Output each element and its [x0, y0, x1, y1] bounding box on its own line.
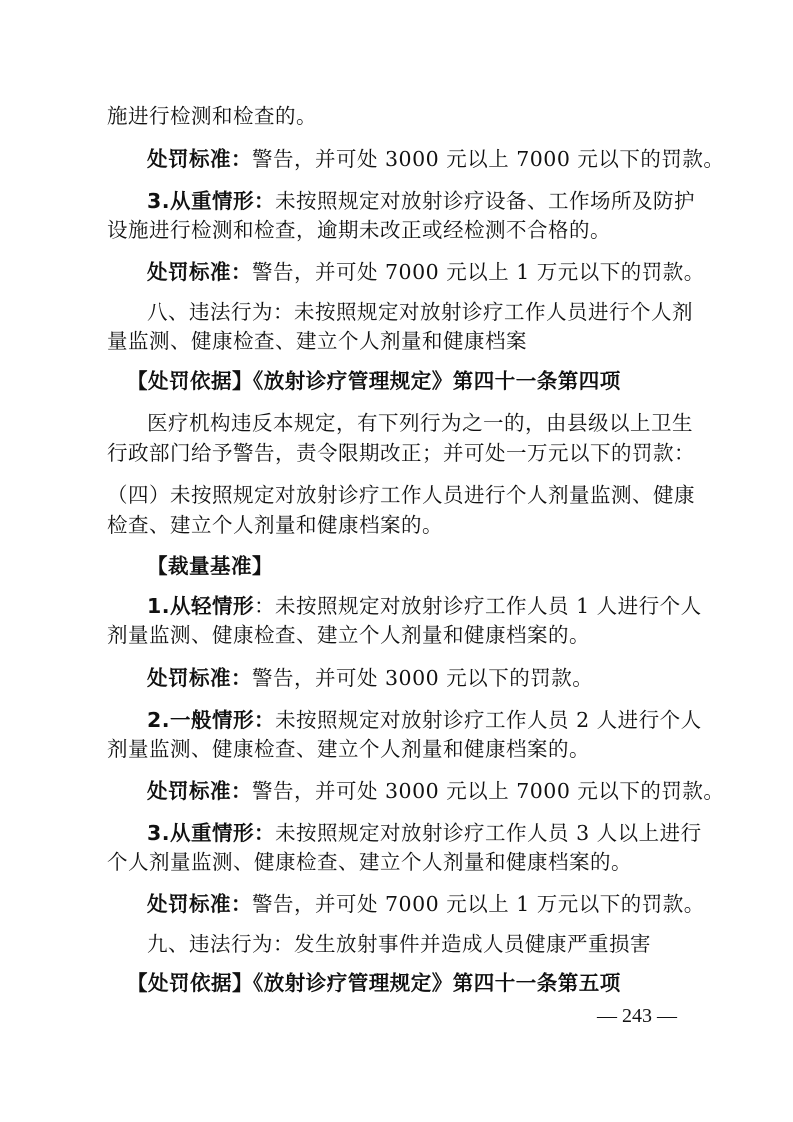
discretion-heading: 【裁量基准】: [147, 554, 273, 578]
page-number: — 243 —: [597, 1005, 677, 1027]
paragraph-line: 个人剂量监测、健康检查、建立个人剂量和健康档案的。: [107, 850, 632, 874]
general-case-line: 2.一般情形：未按照规定对放射诊疗工作人员 2 人进行个人: [147, 708, 702, 732]
penalty-standard-line: 处罚标准：警告，并可处 3000 元以下的罚款。: [147, 666, 594, 690]
light-case-line: 1.从轻情形：未按照规定对放射诊疗工作人员 1 人进行个人: [147, 594, 702, 618]
severe-case-line: 3.从重情形：未按照规定对放射诊疗工作人员 3 人以上进行: [147, 821, 702, 845]
paragraph-line: 施进行检测和检查的。: [107, 104, 317, 128]
penalty-standard-line: 处罚标准：警告，并可处 3000 元以上 7000 元以下的罚款。: [147, 147, 725, 171]
violation-heading-9: 九、违法行为：发生放射事件并造成人员健康严重损害: [147, 932, 651, 956]
regulation-text-line: 检查、建立个人剂量和健康档案的。: [107, 513, 443, 537]
penalty-standard-line: 处罚标准：警告，并可处 7000 元以上 1 万元以下的罚款。: [147, 260, 705, 284]
regulation-text-line: 行政部门给予警告，责令限期改正；并可处一万元以下的罚款：: [107, 441, 695, 465]
violation-heading-8: 八、违法行为：未按照规定对放射诊疗工作人员进行个人剂: [147, 300, 693, 324]
penalty-standard-line: 处罚标准：警告，并可处 3000 元以上 7000 元以下的罚款。: [147, 779, 725, 803]
paragraph-line: 剂量监测、健康检查、建立个人剂量和健康档案的。: [107, 623, 590, 647]
violation-heading-8-cont: 量监测、健康检查、建立个人剂量和健康档案: [107, 329, 527, 353]
paragraph-line: 设施进行检测和检查，逾期未改正或经检测不合格的。: [107, 218, 611, 242]
regulation-text-line: （四）未按照规定对放射诊疗工作人员进行个人剂量监测、健康: [107, 483, 695, 507]
penalty-basis-heading: 【处罚依据】《放射诊疗管理规定》第四十一条第五项: [127, 971, 621, 995]
penalty-basis-heading: 【处罚依据】《放射诊疗管理规定》第四十一条第四项: [127, 369, 621, 393]
severe-case-line: 3.从重情形：未按照规定对放射诊疗设备、工作场所及防护: [147, 189, 696, 213]
regulation-text-line: 医疗机构违反本规定，有下列行为之一的，由县级以上卫生: [147, 411, 693, 435]
penalty-standard-line: 处罚标准：警告，并可处 7000 元以上 1 万元以下的罚款。: [147, 892, 705, 916]
paragraph-line: 剂量监测、健康检查、建立个人剂量和健康档案的。: [107, 737, 590, 761]
